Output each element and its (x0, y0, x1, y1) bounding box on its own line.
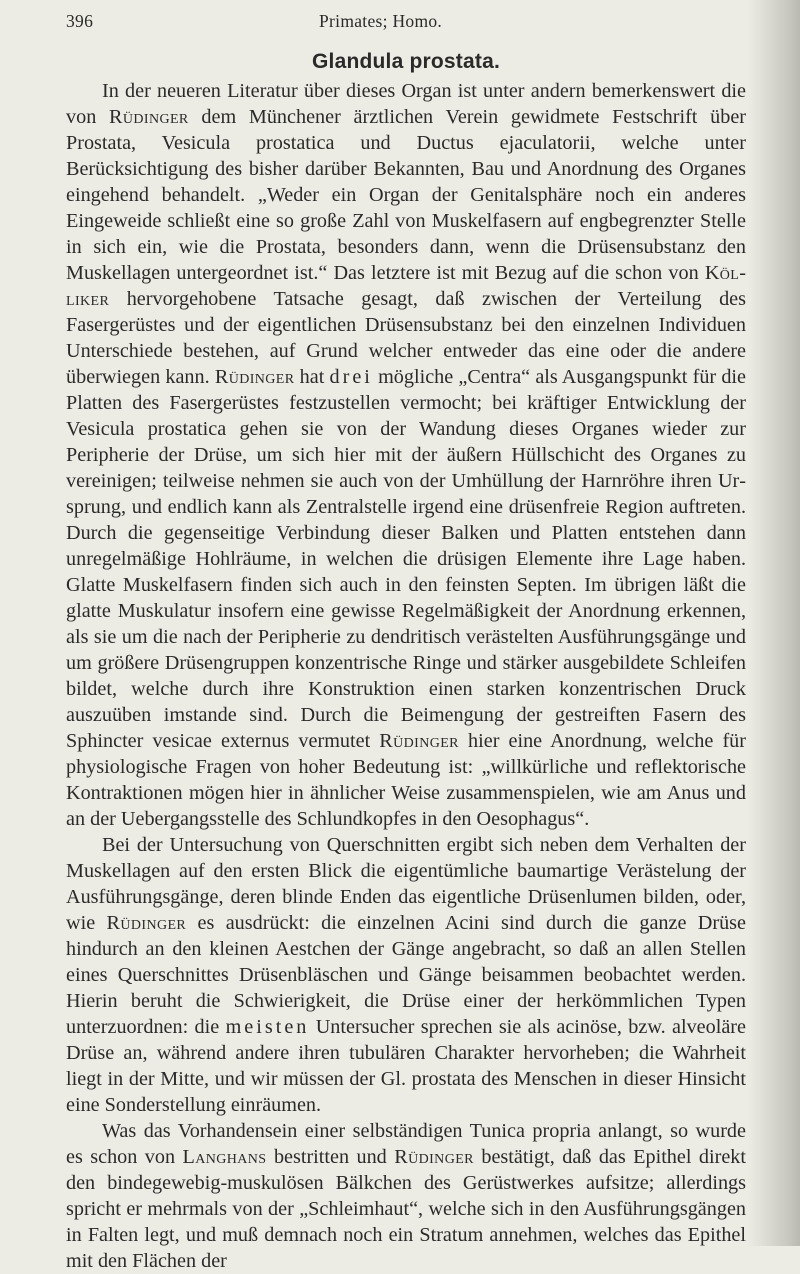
body-paragraph (66, 78, 746, 832)
author-name: Rüdinger (109, 106, 189, 128)
text-run: Was das Vorhandensein einer selbständigen Tunica propria anlangt, so wurde es schon von (66, 1120, 746, 1168)
running-head (66, 0, 746, 40)
author-name: Rüdinger (214, 366, 295, 388)
text-run: mögliche „Centra“ als Ausgangspunkt für die Platten des Fasergerüstes festzustellen vermocht; bei kräftiger Entwicklung der Vesicula prostatica gehen sie von der Wandung dieses Organes wieder zur Peripherie der Drüse, um sich hier mit der äußern Hüllschicht des Organes zu vereinigen; teilweise nehmen sie auch von der Umhüllung der Harnröhre ihren Ursprung, und endlich kann als Zentralstelle irgend eine drüsenfreie Region auftreten. Durch die gegenseitige Verbindung dieser Balken und Platten entstehen dann unregelmäßige Hohlräume, in welchen die drüsigen Elemente ihre Lage haben. Glatte Muskelfasern finden sich auch in den feinsten Septen. Im übrigen läßt die glatte Muskulatur insofern eine gewisse Regelmäßigkeit der Anordnung erkennen, als sie um die nach der Peripherie zu dendritisch verästelten Ausführungsgänge und um größere Drüsengruppen konzentrische Ringe und stärker ausgebildete Schleifen bildet, welche durch ihre Konstruktion einen starken konzentrischen Druck auszuüben imstande sind. Durch die Beimengung der gestreiften Fasern des Sphincter vesicae externus vermutet (66, 366, 746, 752)
text-run: hier eine Anordnung, welche für physiologische Fragen von hoher Bedeutung ist: „willkürliche und reflektorische Kontraktionen mögen hier in ähnlicher Weise zusammenspielen, wie am Anus und an der Uebergangsstelle des Schlundkopfes in den Oesophagus“. (66, 730, 746, 830)
body-text (66, 78, 746, 1274)
emphasized-word: drei (329, 366, 373, 388)
text-run: bestritten und (266, 1146, 395, 1168)
emphasized-word: meisten (225, 1016, 310, 1038)
text-run: dem Münchener ärztlichen Verein gewidmete Festschrift über Prostata, Vesicula prostatica und Ductus ejaculatorii, welche unter Berücksichtigung des bisher darüber Bekannten, Bau und Anordnung des Organes eingehend behandelt. „Weder ein Organ der Genitalsphäre noch ein anderes Eingeweide schließt eine so große Zahl von Muskelfasern auf engbegrenzter Stelle in sich ein, wie die Prostata, besonders dann, wenn die Drüsensubstanz den Muskellagen untergeordnet ist.“ Das letztere ist mit Bezug auf die schon von (66, 106, 747, 284)
running-title: Primates; Homo. (319, 11, 443, 31)
book-page (66, 0, 746, 1274)
page-number: 396 (66, 11, 94, 31)
text-run: Untersucher sprechen sie als acinöse, bzw. alveoläre Drüse an, während andere ihren tubulären Charakter hervorheben; die Wahrheit liegt in der Mitte, und wir müssen der Gl. prostata des Menschen in dieser Hinsicht eine Sonderstellung einräumen. (66, 1016, 746, 1116)
author-name: Kölliker (66, 262, 746, 310)
text-run: In der neueren Literatur über dieses Organ ist unter andern bemerkenswert die von (66, 80, 746, 128)
text-run: bestätigt, daß das Epithel direkt den bindegewebig-muskulösen Bälkchen des Gerüstwerkes aufsitze; allerdings spricht er mehrmals von der „Schleimhaut“, welche sich in den Ausführungsgängen in Falten legt, und muß demnach noch ein Stratum annehmen, welches das Epithel mit den Flächen der (66, 1146, 746, 1272)
author-name: Rüdinger (379, 730, 459, 752)
body-paragraph (66, 1118, 746, 1274)
text-run: es ausdrückt: die einzelnen Acini sind durch die ganze Drüse hindurch an den kleinen Aestchen der Gänge angebracht, so daß an allen Stellen eines Querschnittes Drüsenbläschen und Gänge beisammen beobachtet werden. Hierin beruht die Schwierigkeit, die Drüse einer der herkömmlichen Typen unterzuordnen: die (66, 912, 746, 1038)
author-name: Rüdinger (394, 1146, 474, 1168)
text-run: hat (294, 366, 330, 388)
body-paragraph (66, 832, 746, 1118)
author-name: Rüdinger (106, 912, 187, 934)
text-run: Bei der Untersuchung von Querschnitten ergibt sich neben dem Verhalten der Muskellagen auf den ersten Blick die eigentümliche baumartige Verästelung der Ausführungsgänge, deren blinde Enden das eigentliche Drüsenlumen bilden, oder, wie (66, 834, 746, 934)
section-title: Glandula prostata. (312, 50, 500, 73)
author-name: Langhans (182, 1146, 267, 1168)
page-edge-shadow (748, 0, 800, 1246)
text-run: hervorgehobene Tatsache gesagt, daß zwischen der Verteilung des Fasergerüstes und der eigentlichen Drüsensubstanz bei den einzelnen Individuen Unterschiede bestehen, auf Grund welcher entweder das eine oder die andere überwiegen kann. (66, 288, 746, 388)
